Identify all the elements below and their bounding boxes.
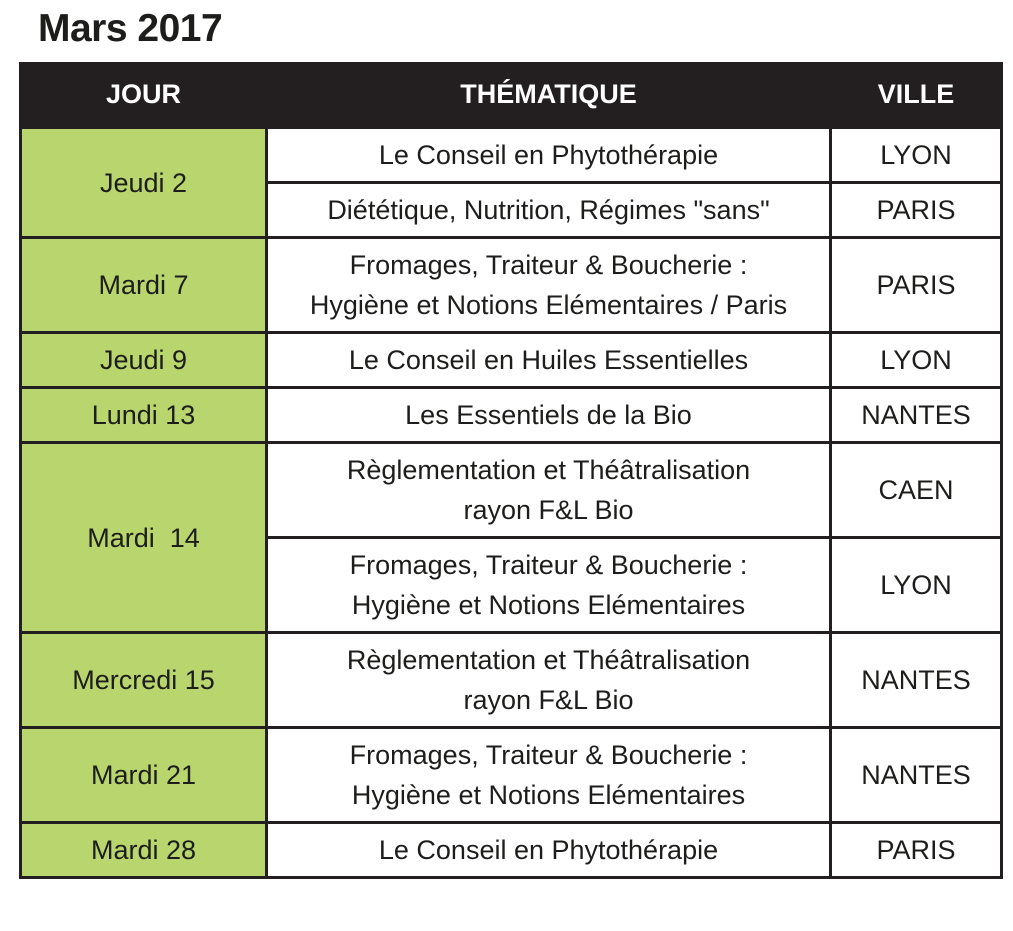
- city-cell: PARIS: [831, 183, 1002, 238]
- theme-cell: [267, 238, 831, 333]
- theme-line: Le Conseil en Phytothérapie: [378, 835, 719, 865]
- day-cell: Mardi 7: [21, 238, 267, 333]
- theme-line: Fromages, Traiteur & Boucherie :: [349, 550, 748, 580]
- theme-line: Le Conseil en Huiles Essentielles: [348, 345, 749, 375]
- theme-cell: [267, 388, 831, 443]
- theme-line: Les Essentiels de la Bio: [405, 400, 692, 430]
- city-cell: NANTES: [831, 728, 1002, 823]
- city-cell: PARIS: [831, 238, 1002, 333]
- city-cell: NANTES: [831, 388, 1002, 443]
- theme-line: Fromages, Traiteur & Boucherie :: [349, 250, 748, 280]
- theme-cell: [267, 128, 831, 183]
- city-cell: LYON: [831, 128, 1002, 183]
- header-thematique: THÉMATIQUE: [267, 62, 831, 128]
- day-cell: Mardi 14: [21, 443, 267, 633]
- table-row: [21, 238, 1002, 333]
- theme-cell: [267, 728, 831, 823]
- day-cell: Mardi 21: [21, 728, 267, 823]
- city-cell: LYON: [831, 538, 1002, 633]
- theme-line: rayon F&L Bio: [463, 495, 634, 525]
- theme-line: rayon F&L Bio: [463, 685, 634, 715]
- theme-cell: [267, 443, 831, 538]
- header-ville: VILLE: [831, 62, 1002, 128]
- theme-line: Hygiène et Notions Elémentaires / Paris: [309, 290, 788, 320]
- theme-line: Hygiène et Notions Elémentaires: [351, 780, 746, 810]
- day-cell: Jeudi 9: [21, 333, 267, 388]
- city-cell: PARIS: [831, 823, 1002, 878]
- header-jour: JOUR: [21, 62, 267, 128]
- table-row: [21, 728, 1002, 823]
- table-row: [21, 388, 1002, 443]
- day-cell: Jeudi 2: [21, 128, 267, 238]
- theme-line: Le Conseil en Phytothérapie: [378, 140, 719, 170]
- theme-line: Règlementation et Théâtralisation: [346, 455, 751, 485]
- table-row: [21, 128, 1002, 183]
- table-row: [21, 823, 1002, 878]
- table-row: [21, 633, 1002, 728]
- theme-cell: [267, 538, 831, 633]
- page-title: Mars 2017: [38, 7, 223, 50]
- theme-line: Fromages, Traiteur & Boucherie :: [349, 740, 748, 770]
- header-row: [21, 62, 1002, 128]
- theme-cell: [267, 823, 831, 878]
- table-header: [21, 62, 1002, 128]
- theme-line: Règlementation et Théâtralisation: [346, 645, 751, 675]
- table-row: [21, 443, 1002, 538]
- schedule-table: [19, 62, 1003, 879]
- city-cell: LYON: [831, 333, 1002, 388]
- city-cell: CAEN: [831, 443, 1002, 538]
- day-cell: Mardi 28: [21, 823, 267, 878]
- theme-line: Hygiène et Notions Elémentaires: [351, 590, 746, 620]
- theme-cell: [267, 633, 831, 728]
- theme-cell: [267, 183, 831, 238]
- day-cell: Lundi 13: [21, 388, 267, 443]
- table-body: [21, 128, 1002, 878]
- theme-cell: [267, 333, 831, 388]
- day-cell: Mercredi 15: [21, 633, 267, 728]
- table-row: [21, 333, 1002, 388]
- city-cell: NANTES: [831, 633, 1002, 728]
- theme-line: Diététique, Nutrition, Régimes "sans": [327, 195, 770, 225]
